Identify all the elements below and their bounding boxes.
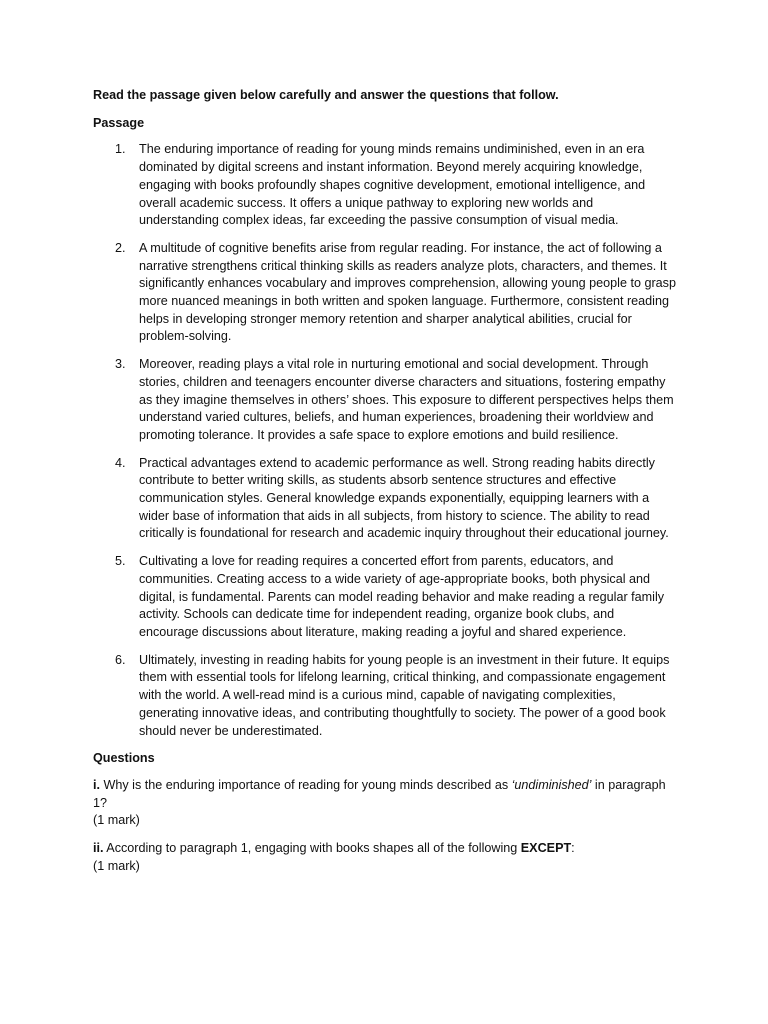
paragraph-number: 6. bbox=[115, 652, 126, 667]
paragraph-text: Moreover, reading plays a vital role in nurturing emotional and social development. Through stories, children and teenagers encounter diverse characters and situations, fostering empathy as they imagine themselves in others’ shoes. This exposure to different perspectives helps them understand varied cultures, beliefs, and human experiences, broadening their worldview and promoting tolerance. It provides a safe space to explore emotions and build resilience. bbox=[139, 357, 674, 442]
paragraph-text: Practical advantages extend to academic performance as well. Strong reading habits directly contribute to better writing skills, as students absorb sentence structures and effective communication styles. General knowledge expands exponentially, equipping learners with a wider base of information that aids in all subjects, from history to science. The ability to read critically is foundational for research and academic inquiry throughout their educational journey. bbox=[139, 455, 669, 541]
questions-heading: Questions bbox=[93, 751, 155, 766]
passage-paragraph bbox=[93, 141, 676, 230]
question-text-end: : bbox=[571, 841, 575, 856]
passage-heading: Passage bbox=[93, 115, 145, 130]
paragraph-number: 4. bbox=[115, 455, 126, 470]
question-quoted-term: ‘undiminished’ bbox=[511, 777, 592, 792]
question-item bbox=[93, 840, 676, 875]
question-text: According to paragraph 1, engaging with books shapes all of the following bbox=[103, 841, 521, 856]
paragraph-text: A multitude of cognitive benefits arise from regular reading. For instance, the act of following a narrative strengthens critical thinking skills as readers analyze plots, characters, and themes. It significantly enhances vocabulary and improves comprehension, allowing young people to grasp more nuanced meanings in both written and spoken language. Furthermore, consistent reading helps in developing stronger memory retention and sharper analytical abilities, crucial for problem-solving. bbox=[139, 240, 676, 344]
passage-paragraph bbox=[93, 240, 676, 346]
paragraph-number: 5. bbox=[115, 554, 126, 569]
paragraph-text: The enduring importance of reading for young minds remains undiminished, even in an era dominated by digital screens and instant information. Beyond merely acquiring knowledge, engaging with books profoundly shapes cognitive development, emotional intelligence, and overall academic success. It offers a unique pathway to exploring new worlds and understanding complex ideas, far exceeding the passive consumption of visual media. bbox=[139, 142, 646, 228]
paragraph-text: Ultimately, investing in reading habits for young people is an investment in their future. It equips them with essential tools for lifelong learning, critical thinking, and compassionate engagement with the world. A well-read mind is a curious mind, capable of navigating complexities, generating innovative ideas, and contributing thoughtfully to society. The power of a good book should never be underestimated. bbox=[139, 652, 670, 738]
paragraph-number: 2. bbox=[115, 240, 126, 255]
question-item bbox=[93, 777, 676, 830]
question-text: Why is the enduring importance of reading for young minds described as bbox=[100, 777, 512, 792]
instruction-text: Read the passage given below carefully and answer the questions that follow. bbox=[93, 88, 559, 102]
question-text-end: in paragraph 1? bbox=[93, 777, 666, 810]
question-number: i. bbox=[93, 777, 100, 792]
passage-paragraph bbox=[93, 455, 676, 544]
question-number: ii. bbox=[93, 841, 104, 856]
passage-paragraph bbox=[93, 652, 676, 741]
passage-paragraph bbox=[93, 356, 676, 445]
paragraph-number: 1. bbox=[115, 142, 126, 157]
passage-paragraph bbox=[93, 553, 676, 642]
paragraph-text: Cultivating a love for reading requires a concerted effort from parents, educators, and communities. Creating access to a wide variety of age-appropriate books, both physical and digital, is fundamental. Parents can model reading behavior and make reading a regular family activity. Schools can dedicate time for independent reading, organize book clubs, and encourage discussions about literature, making reading a joyful and shared experience. bbox=[139, 554, 665, 639]
paragraph-number: 3. bbox=[115, 357, 126, 372]
question-marks: (1 mark) bbox=[93, 813, 140, 828]
question-marks: (1 mark) bbox=[93, 858, 140, 873]
passage-paragraph-list bbox=[93, 141, 676, 740]
question-emphasis: EXCEPT bbox=[520, 841, 572, 856]
